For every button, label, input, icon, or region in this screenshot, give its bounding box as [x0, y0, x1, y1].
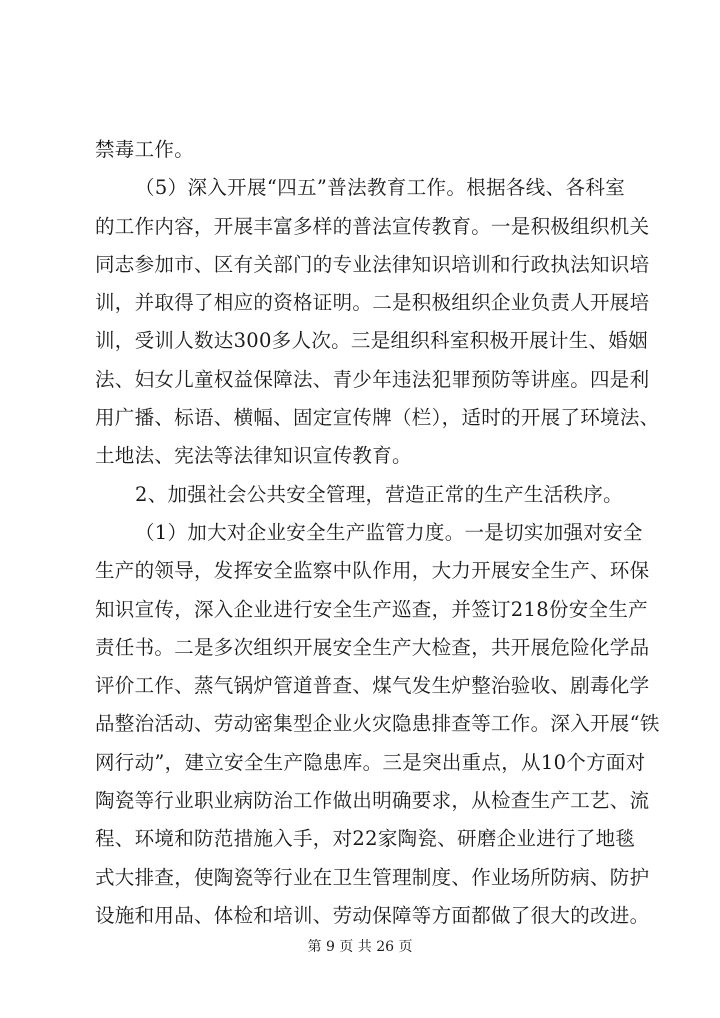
text-line: （1）加大对企业安全生产监管力度。一是切实加强对安全 — [135, 520, 643, 544]
section-heading: 2、加强社会公共安全管理，营造正常的生产生活秩序。 — [135, 482, 623, 506]
text-line: 评价工作、蒸气锅炉管道普查、煤气发生炉整治验收、剧毒化学 — [95, 674, 650, 698]
text-line: 的工作内容，开展丰富多样的普法宣传教育。一是积极组织机关 — [95, 214, 650, 238]
text-line: 用广播、标语、横幅、固定宣传牌（栏），适时的开展了环境法、 — [95, 406, 660, 430]
text-line: 陶瓷等行业职业病防治工作做出明确要求，从检查生产工艺、流 — [95, 789, 650, 813]
text-line: 土地法、宪法等法律知识宣传教育。 — [95, 444, 412, 468]
text-line: 式大排查，使陶瓷等行业在卫生管理制度、作业场所防病、防护 — [95, 865, 650, 889]
text-line: 训，受训人数达300多人次。三是组织科室积极开展计生、婚姻 — [95, 329, 648, 353]
text-line: 同志参加市、区有关部门的专业法律知识培训和行政执法知识培 — [95, 252, 650, 276]
text-line: （5）深入开展“四五”普法教育工作。根据各线、各科室 — [135, 176, 625, 200]
text-line: 生产的领导，发挥安全监察中队作用，大力开展安全生产、环保 — [95, 559, 650, 583]
text-line: 责任书。二是多次组织开展安全生产大检查，共开展危险化学品 — [95, 635, 650, 659]
text-line: 禁毒工作。 — [95, 138, 195, 161]
page-number-footer: 第 9 页 共 26 页 — [307, 939, 413, 955]
text-line: 程、环境和防范措施入手，对22家陶瓷、研磨企业进行了地毯 — [95, 827, 636, 851]
text-line: 网行动”，建立安全生产隐患库。三是突出重点，从10个方面对 — [95, 750, 646, 774]
text-line: 知识宣传，深入企业进行安全生产巡查，并签订218份安全生产 — [95, 597, 648, 621]
text-line: 训，并取得了相应的资格证明。二是积极组织企业负责人开展培 — [95, 291, 650, 315]
text-line: 法、妇女儿童权益保障法、青少年违法犯罪预防等讲座。四是利 — [95, 367, 650, 391]
text-line: 品整治活动、劳动密集型企业火灾隐患排查等工作。深入开展“铁 — [95, 712, 660, 736]
text-line: 设施和用品、体检和培训、劳动保障等方面都做了很大的改进。 — [95, 903, 650, 927]
body-text — [95, 131, 660, 935]
